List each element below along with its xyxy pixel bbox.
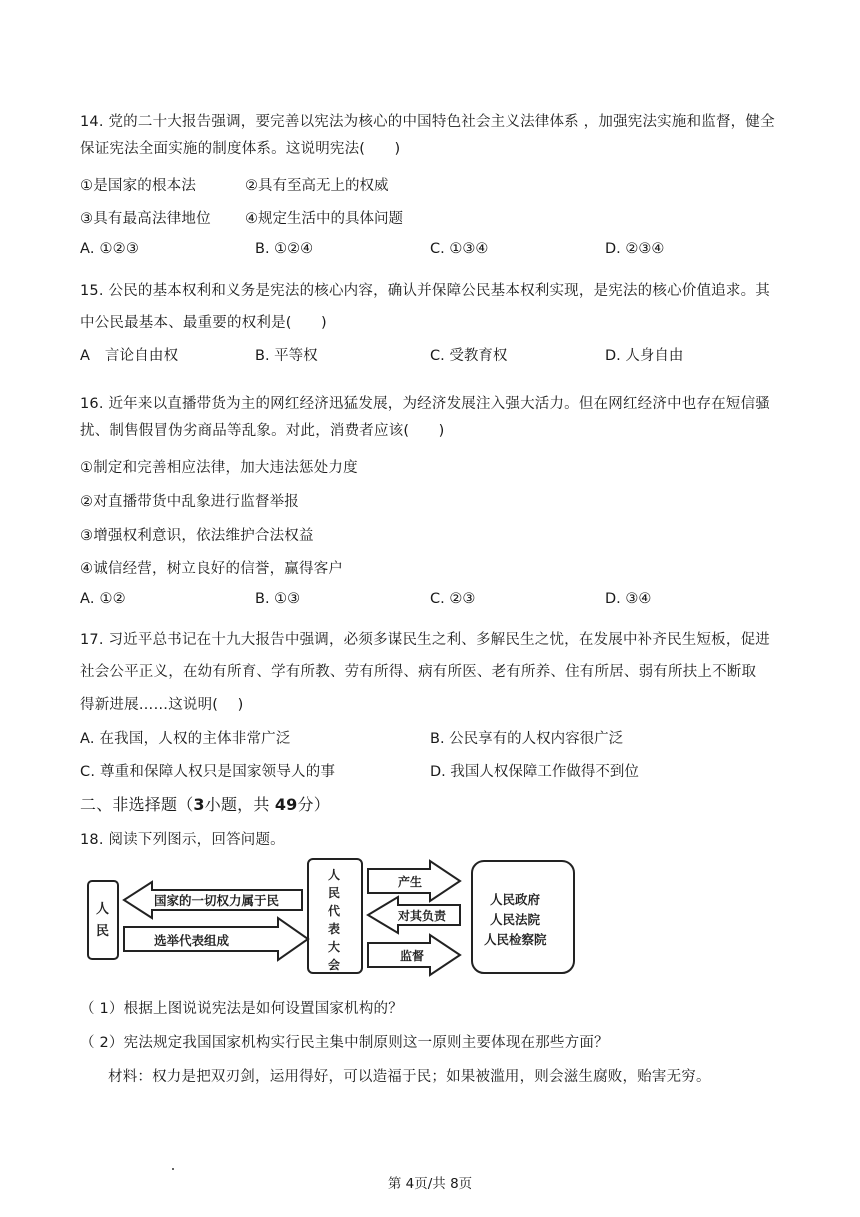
section-heading-part-b: 小题，共	[204, 795, 275, 814]
congress-label-1: 人	[328, 868, 341, 882]
q14-option-b: B. ①②④	[255, 241, 314, 257]
q14-stem-line2: 保证宪法全面实施的制度体系。这说明宪法( )	[80, 141, 401, 157]
section-heading-part-c: 分）	[297, 795, 330, 814]
q16-item-3: ③增强权利意识，依法维护合法权益	[80, 528, 314, 544]
q18-stem: 18. 阅读下列图示，回答问题。	[80, 832, 285, 848]
arrow-elect-label: 选举代表组成	[154, 933, 230, 948]
q16-option-b: B. ①③	[255, 591, 301, 607]
q15-option-b: B. 平等权	[255, 348, 318, 364]
arrow-produce-label: 产生	[398, 875, 423, 889]
congress-label-3: 代	[328, 904, 341, 918]
q18-sub-1: （ 1）根据上图说说宪法是如何设置国家机构的？	[80, 1001, 403, 1017]
q16-stem-line1: 16. 近年来以直播带货为主的网红经济迅猛发展，为经济发展注入强大活力。但在网红经济中也存在短信骚	[80, 396, 770, 412]
arrow-supervise-label: 监督	[400, 949, 425, 963]
q14-option-c: C. ①③④	[430, 241, 489, 257]
q17-stem-line2: 社会公平正义，在幼有所育、学有所教、劳有所得、病有所医、老有所养、住有所居、弱有所扶上不断取	[80, 664, 757, 680]
q14-stem-line1: 14. 党的二十大报告强调，要完善以宪法为核心的中国特色社会主义法律体系 ，加强宪法实施和监督，健全	[80, 114, 775, 130]
q14-item-4: ④规定生活中的具体问题	[245, 211, 403, 227]
q17-option-c: C. 尊重和保障人权只是国家领导人的事	[80, 764, 336, 780]
q16-option-c: C. ②③	[430, 591, 476, 607]
people-box	[88, 881, 118, 959]
q18-material: 材料：权力是把双刃剑，运用得好，可以造福于民；如果被滥用，则会滋生腐败，贻害无穷。	[108, 1069, 711, 1085]
q16-item-4: ④诚信经营，树立良好的信誉，赢得客户	[80, 561, 344, 577]
organ-procuratorate: 人民检察院	[484, 932, 547, 947]
people-label-1: 人	[96, 902, 110, 917]
congress-label-2: 民	[328, 886, 341, 900]
q17-option-a: A. 在我国，人权的主体非常广泛	[80, 731, 291, 747]
section-heading	[80, 792, 330, 815]
q16-option-a: A. ①②	[80, 591, 126, 607]
q17-stem-line1: 17. 习近平总书记在十九大报告中强调，必须多谋民生之利、多解民生之忧，在发展中补齐民生短板，促进	[80, 632, 770, 648]
arrow-responsible-label: 对其负责	[398, 909, 447, 923]
q15-stem-line2: 中公民最基本、最重要的权利是( )	[80, 315, 327, 331]
section-question-count: 3	[193, 795, 205, 814]
q14-option-a: A. ①②③	[80, 241, 140, 257]
arrow-power-label: 国家的一切权力属于民	[154, 893, 280, 908]
q17-option-b: B. 公民享有的人权内容很广泛	[430, 731, 624, 747]
q15-option-a: A 言论自由权	[80, 348, 179, 364]
q14-item-1: ①是国家的根本法	[80, 178, 197, 194]
section-total-score: 49	[274, 795, 298, 814]
q16-item-2: ②对直播带货中乱象进行监督举报	[80, 494, 299, 510]
congress-label-5: 大	[328, 940, 341, 954]
q17-option-d: D. 我国人权保障工作做得不到位	[430, 764, 639, 780]
q15-stem-line1: 15. 公民的基本权利和义务是宪法的核心内容，确认并保障公民基本权利实现，是宪法的核心价值追求。其	[80, 283, 770, 299]
q15-option-c: C. 受教育权	[430, 348, 508, 364]
q18-sub-2: （ 2）宪法规定我国国家机构实行民主集中制原则这一原则主要体现在那些方面？	[80, 1035, 609, 1051]
q15-option-d: D. 人身自由	[605, 348, 684, 364]
q17-stem-line3: 得新进展……这说明( )	[80, 697, 244, 713]
page-number: 第 4页/共 8页	[387, 1176, 473, 1192]
congress-label-6: 会	[328, 958, 341, 972]
q14-item-3: ③具有最高法律地位	[80, 211, 211, 227]
q16-option-d: D. ③④	[605, 591, 652, 607]
congress-label-4: 表	[328, 922, 341, 936]
q16-stem-line2: 扰、制售假冒伪劣商品等乱象。对此，消费者应该( )	[80, 423, 445, 439]
organ-government: 人民政府	[490, 892, 541, 907]
state-structure-diagram	[86, 853, 581, 983]
q16-item-1: ①制定和完善相应法律，加大违法惩处力度	[80, 460, 358, 476]
q14-option-d: D. ②③④	[605, 241, 665, 257]
people-label-2: 民	[96, 924, 110, 939]
organ-court: 人民法院	[490, 912, 541, 927]
section-heading-part-a: 二、非选择题（	[80, 795, 194, 814]
scan-speck	[172, 1168, 174, 1170]
q14-item-2: ②具有至高无上的权威	[245, 178, 389, 194]
